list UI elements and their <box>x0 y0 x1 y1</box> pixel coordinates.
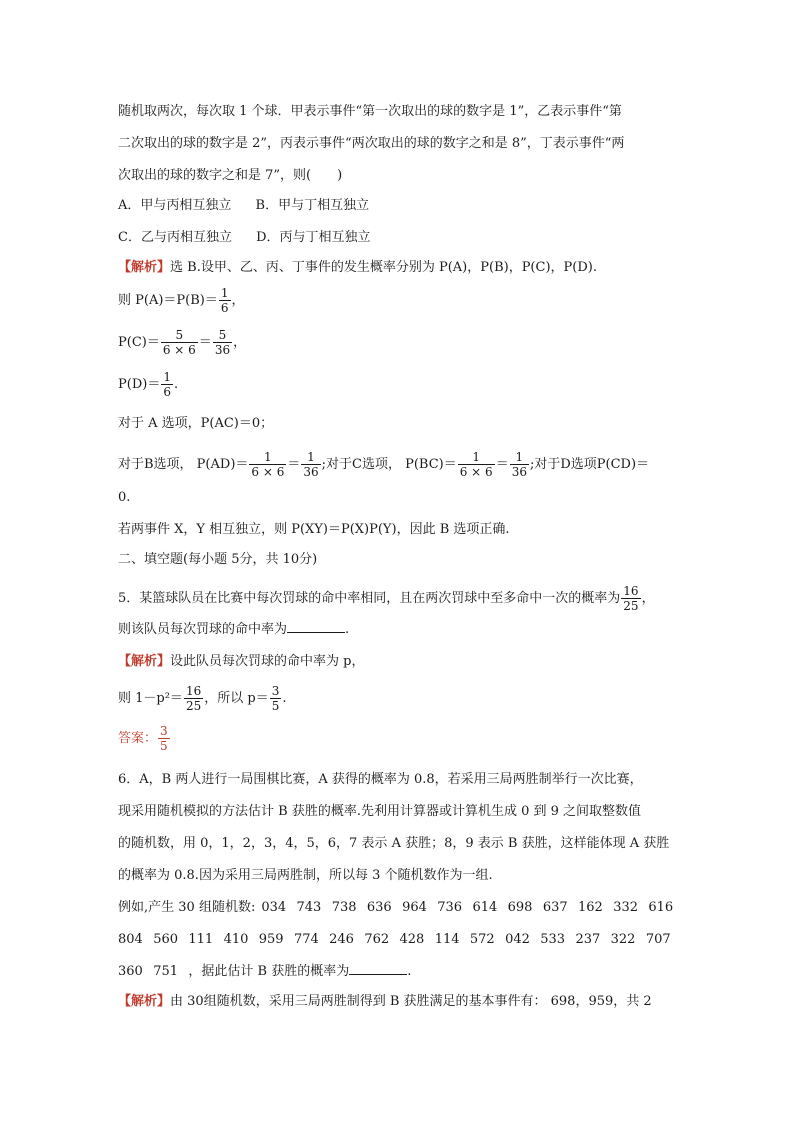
random-number: 707 <box>645 932 671 947</box>
fraction <box>301 450 320 479</box>
random-number: 332 <box>613 900 639 915</box>
random-number: 736 <box>437 900 463 915</box>
text: ;对于C选项， P(BC)＝ <box>321 457 457 472</box>
q4-options-row-1 <box>118 196 369 216</box>
text: 则 1－p²＝ <box>118 691 183 706</box>
fraction <box>219 286 231 315</box>
random-number: 738 <box>331 900 357 915</box>
text: . <box>173 377 179 392</box>
fraction <box>161 370 173 399</box>
q6-line-3: 的随机数，用 0，1，2，3，4，5，6，7 表示 A 获胜；8，9 表示 B 获胜，这样能体现 A 获胜 <box>118 836 670 851</box>
q4-line-1: 随机取两次，每次取 1 个球．甲表示事件“第一次取出的球的数字是 1”，乙表示事件“第 <box>118 104 622 119</box>
answer-label: 答案： <box>118 731 158 746</box>
random-number: 162 <box>578 900 603 915</box>
random-number: 959 <box>258 932 284 947</box>
q5-line-2 <box>118 620 349 640</box>
q5-answer <box>118 724 171 753</box>
option-c: C．乙与丙相互独立 <box>118 230 232 245</box>
denominator: 5 <box>160 739 168 753</box>
denominator: 6 × 6 <box>162 343 196 357</box>
q6-line-2: 现采用随机模拟的方法估计 B 获胜的概率.先利用计算器或计算机生成 0 到 9 之间取整数值 <box>118 804 642 819</box>
option-b: B．甲与丁相互独立 <box>255 198 370 213</box>
solution-tag: 【解析】 <box>118 260 171 275</box>
fraction <box>458 450 495 479</box>
denominator: 5 <box>271 699 280 713</box>
q5-solution-line-1 <box>118 652 364 672</box>
fraction <box>161 328 198 357</box>
q4-line-2: 二次取出的球的数字是 2”，丙表示事件“两次取出的球的数字之和是 8”，丁表示事件“两 <box>118 136 625 151</box>
random-number: 322 <box>610 932 636 947</box>
text: . <box>345 622 350 637</box>
numerator: 1 <box>458 450 495 465</box>
q6-line-4: 的概率为 0.8.因为采用三局两胜制，所以每 3 个随机数作为一组. <box>118 868 493 883</box>
numerator: 1 <box>301 450 320 465</box>
numerator: 16 <box>185 684 202 698</box>
solution-text: 设此队员每次罚球的命中率为 p， <box>170 654 365 669</box>
denominator: 6 <box>220 301 229 315</box>
fraction <box>184 684 203 713</box>
q4-solution-zero: 0. <box>118 490 131 505</box>
q4-line-3: 次取出的球的数字之和是 7”，则( ) <box>118 168 343 183</box>
random-number: 762 <box>364 932 390 947</box>
text: P(D)＝ <box>118 377 161 392</box>
random-number: 533 <box>540 932 566 947</box>
text: 则 P(A)＝P(B)＝ <box>118 293 218 308</box>
answer-blank <box>349 962 407 975</box>
random-number: 360 <box>118 964 143 979</box>
random-number: 637 <box>542 900 568 915</box>
numerator: 1 <box>220 286 229 300</box>
solution-text: 由 30组随机数，采用三局两胜制得到 B 获胜满足的基本事件有： 698，959，共 2 <box>170 994 652 1009</box>
number-list <box>261 898 683 918</box>
answer-blank <box>287 620 345 633</box>
answer-fraction <box>158 724 170 753</box>
text: 对于B选项， P(AD)＝ <box>118 457 249 472</box>
q4-solution-ad-bc-cd <box>118 450 649 479</box>
numerator: 1 <box>510 450 529 465</box>
text: 则该队员每次罚球的命中率为 <box>118 622 288 637</box>
text: ，据此估计 B 获胜的概率为 <box>188 964 350 979</box>
numerator: 5 <box>213 328 232 343</box>
q4-solution-ac: 对于 A 选项，P(AC)＝0； <box>118 416 274 431</box>
random-numbers-row-2 <box>118 930 681 950</box>
number-list <box>118 962 188 982</box>
solution-tag: 【解析】 <box>118 994 171 1009</box>
denominator: 36 <box>303 465 319 479</box>
denominator: 36 <box>214 343 231 357</box>
text: ，所以 p＝ <box>204 691 269 706</box>
random-number: 034 <box>261 900 287 915</box>
numerator: 5 <box>161 328 198 343</box>
q4-solution-pa <box>118 286 245 315</box>
solution-tag: 【解析】 <box>118 654 171 669</box>
text: P(C)＝ <box>118 335 160 350</box>
random-number: 616 <box>648 900 674 915</box>
q5-solution-line-2 <box>118 684 286 713</box>
random-number: 751 <box>153 964 179 979</box>
text: ， <box>233 335 247 350</box>
random-number: 560 <box>153 932 179 947</box>
random-number: 636 <box>366 900 392 915</box>
random-numbers-row-3 <box>118 962 411 982</box>
text: . <box>407 964 412 979</box>
q4-solution-pc <box>118 328 246 357</box>
number-list <box>118 930 681 950</box>
random-number: 964 <box>402 900 427 915</box>
denominator: 6 × 6 <box>251 465 285 479</box>
denominator: 6 <box>163 385 171 399</box>
q4-solution-conclusion: 若两事件 X，Y 相互独立，则 P(XY)＝P(X)P(Y)，因此 B 选项正确. <box>118 522 510 537</box>
text: ;对于D选项P(CD)＝ <box>529 457 650 472</box>
text: ＝ <box>287 457 301 472</box>
fraction <box>270 684 282 713</box>
random-number: 410 <box>223 932 249 947</box>
option-a: A．甲与丙相互独立 <box>118 198 232 213</box>
random-number: 614 <box>472 900 498 915</box>
text: 例如,产生 30 组随机数: <box>118 900 256 915</box>
q4-options-row-2 <box>118 228 371 248</box>
random-number: 111 <box>188 932 214 947</box>
random-number: 114 <box>434 932 460 947</box>
random-number: 804 <box>118 932 143 947</box>
fraction <box>621 584 640 613</box>
option-d: D．丙与丁相互独立 <box>256 230 371 245</box>
random-number: 428 <box>399 932 425 947</box>
numerator: 16 <box>623 584 639 598</box>
text: ， <box>231 293 245 308</box>
text: ＝ <box>495 457 509 472</box>
denominator: 25 <box>623 599 639 613</box>
text: ， <box>641 591 655 606</box>
numerator: 3 <box>271 684 280 698</box>
random-number: 246 <box>329 932 354 947</box>
fraction <box>213 328 232 357</box>
q6-line-1: 6．A，B 两人进行一局围棋比赛，A 获得的概率为 0.8，若采用三局两胜制举行一次比赛， <box>118 772 643 787</box>
text: 5．某篮球队员在比赛中每次罚球的命中率相同，且在两次罚球中至多命中一次的概率为 <box>118 591 621 606</box>
solution-text: 选 B.设甲、乙、丙、丁事件的发生概率分别为 P(A)，P(B)，P(C)，P(D). <box>170 260 597 275</box>
fraction <box>249 450 286 479</box>
q4-solution-pd <box>118 370 178 399</box>
q6-solution-line-1 <box>118 992 652 1012</box>
denominator: 25 <box>185 699 202 713</box>
numerator: 3 <box>160 724 168 738</box>
numerator: 1 <box>163 370 171 384</box>
random-number: 698 <box>507 900 533 915</box>
random-number: 774 <box>293 932 319 947</box>
text: . <box>282 691 287 706</box>
fraction <box>510 450 529 479</box>
q5-line-1 <box>118 584 655 613</box>
text: ＝ <box>198 335 212 350</box>
random-numbers-row-1 <box>118 898 684 918</box>
random-number: 572 <box>469 932 495 947</box>
numerator: 1 <box>249 450 286 465</box>
q4-solution-line-1 <box>118 258 597 278</box>
random-number: 237 <box>575 932 601 947</box>
denominator: 6 × 6 <box>459 465 493 479</box>
section-heading: 二、填空题(每小题 5分，共 10分) <box>118 552 318 567</box>
denominator: 36 <box>511 465 527 479</box>
random-number: 042 <box>505 932 530 947</box>
random-number: 743 <box>296 900 322 915</box>
